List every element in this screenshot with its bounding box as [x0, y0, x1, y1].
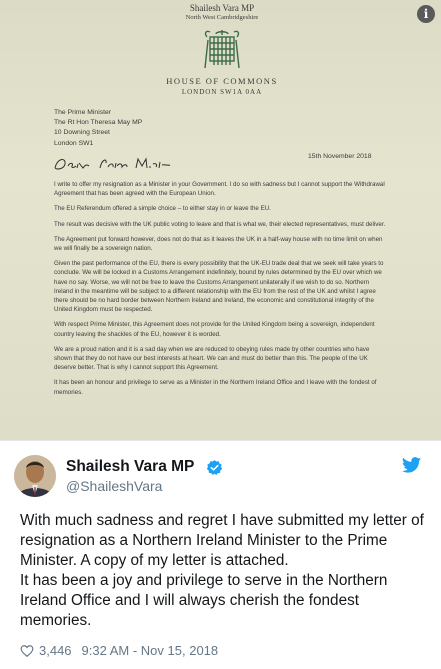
handwritten-salutation	[52, 154, 172, 174]
recipient-block	[54, 108, 142, 149]
letter-paragraph: Given the past performance of the EU, there is every possibility that the UK-EU trade deal that we seek will take years to conclude. We will be locked in a Customs Arrangement indefinitely, bound by rules determined by the EU over which we have no say. Worse, we will not be free to leave the Customs Arrangement unilaterally if we wish to do so. Northern Ireland in the meantime will be subject to a different relationship with the EU from the rest of the UK and whilst I agree there should be no hard border between Northern Ireland and Ireland, the economic and constitutional integrity of the United Kingdom must be respected.	[54, 260, 384, 314]
letter-paragraph: With respect Prime Minister, this Agreement does not provide for the United Kingdom being a sovereign, independent country leaving the shackles of the EU, however it is worded.	[54, 321, 375, 338]
letter-body	[54, 180, 388, 403]
heart-icon[interactable]	[20, 644, 34, 658]
letter-paragraph: We are a proud nation and it is a sad day when we are reduced to obeying rules made by other countries who have shown that they do not have our best interests at heart. We can and must do better than this. The people of the UK deserve better. That is why I cannot support this Agreement.	[54, 345, 370, 372]
avatar-portrait	[14, 455, 56, 497]
letterhead-house: HOUSE OF COMMONS	[166, 76, 278, 86]
letter-paragraph: It has been an honour and privilege to serve as a Minister in the Northern Ireland Office and I leave with the fondest of memories.	[54, 379, 377, 396]
like-count[interactable]: 3,446	[39, 643, 72, 658]
info-icon[interactable]: i	[417, 5, 435, 23]
letterhead-name: Shailesh Vara MP	[189, 3, 255, 13]
user-handle[interactable]: @ShaileshVara	[66, 478, 163, 494]
recipient-line: The Rt Hon Theresa May MP	[54, 119, 143, 127]
letter-paragraph: The result was decisive with the UK public voting to leave and that is what we, their elected representatives, must deliver.	[54, 220, 386, 228]
verified-badge-icon	[206, 459, 223, 476]
portcullis-icon	[203, 28, 241, 72]
letter-paragraph: The EU Referendum offered a simple choice – to either stay in or leave the EU.	[54, 205, 271, 213]
tweet-text-line: It has been a joy and privilege to serve in the Northern Ireland Office and I will always cherish the fondest memories.	[20, 572, 388, 629]
display-name[interactable]: Shailesh Vara MP	[66, 458, 195, 475]
tweet-timestamp[interactable]: 9:32 AM - Nov 15, 2018	[81, 643, 219, 658]
recipient-line: 10 Downing Street	[54, 129, 110, 137]
recipient-line: The Prime Minister	[54, 109, 112, 116]
letter-paragraph: The Agreement put forward however, does not do that as it leaves the UK in a half-way house with no time limit on when we will finally be a sovereign nation.	[54, 235, 383, 253]
tweet-text	[20, 511, 424, 631]
letter-paragraph: I write to offer my resignation as a Minister in your Government. I do so with sadness but I cannot support the Withdrawal Agreement that has been agreed with the European Union.	[54, 181, 385, 198]
twitter-bird-icon[interactable]	[402, 457, 421, 473]
avatar[interactable]	[14, 455, 56, 497]
letterhead-address: LONDON SW1A 0AA	[181, 88, 263, 96]
resignation-letter	[32, 0, 412, 440]
letterhead-constituency: North West Cambridgeshire	[185, 14, 259, 21]
tweet-card	[0, 440, 441, 669]
tweet-text-line: With much sadness and regret I have submitted my letter of resignation as a Northern Ireland Minister to the Prime Minister. A copy of my letter is attached.	[20, 512, 424, 569]
recipient-line: London SW1	[54, 139, 94, 147]
letter-date: 15th November 2018	[308, 153, 372, 160]
tweet-footer	[20, 643, 218, 658]
